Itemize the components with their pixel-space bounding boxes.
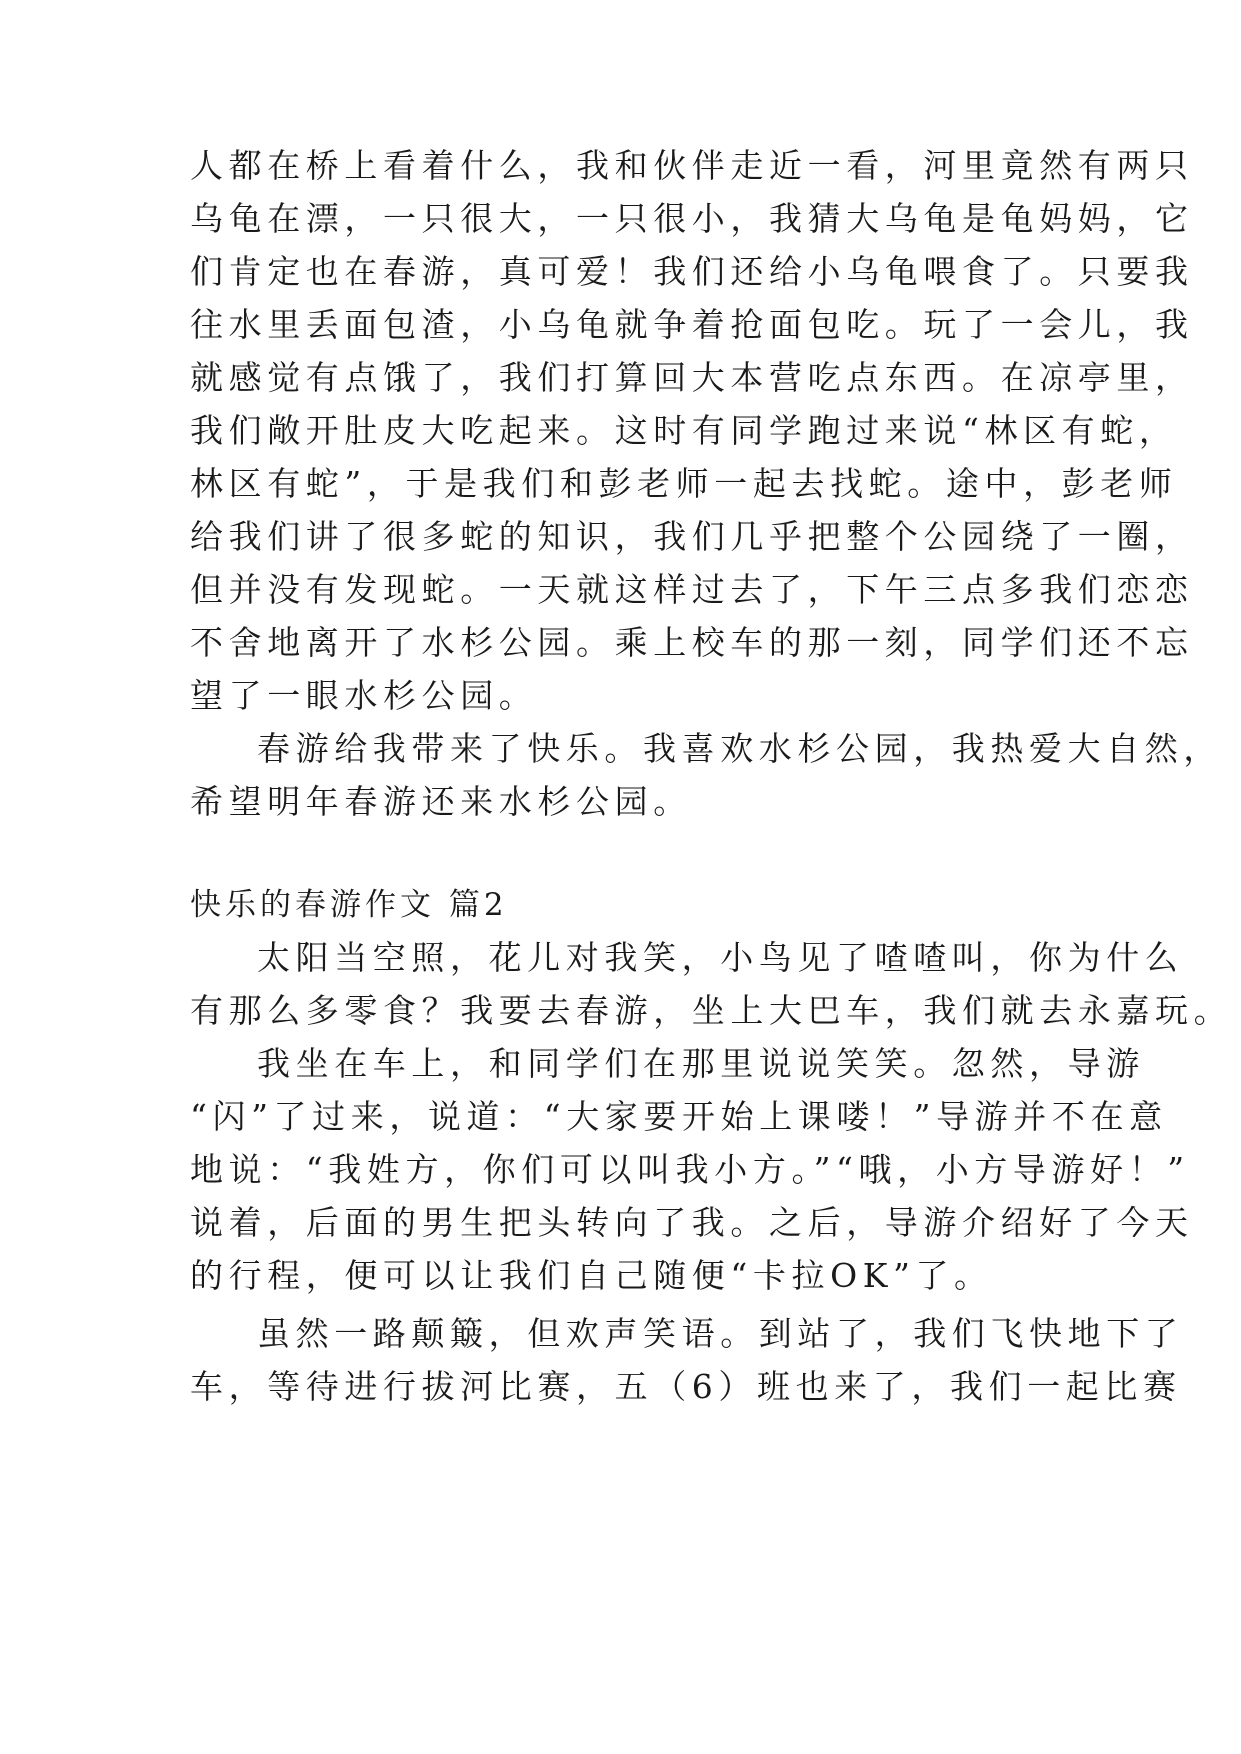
text-line: 春游给我带来了快乐。我喜欢水杉公园，我热爱大自然， xyxy=(257,729,1222,768)
text-line: 往水里丢面包渣，小乌龟就争着抢面包吃。玩了一会儿，我 xyxy=(190,305,1194,344)
text-line: 有那么多零食？我要去春游，坐上大巴车，我们就去永嘉玩。 xyxy=(190,991,1233,1030)
text-line: 但并没有发现蛇。一天就这样过去了，下午三点多我们恋恋 xyxy=(190,570,1194,609)
text-line: 我们敞开肚皮大吃起来。这时有同学跑过来说“林区有蛇， xyxy=(190,411,1178,450)
text-line: 们肯定也在春游，真可爱！我们还给小乌龟喂食了。只要我 xyxy=(190,252,1194,291)
text-line: 虽然一路颠簸，但欢声笑语。到站了，我们飞快地下了 xyxy=(257,1314,1184,1353)
text-line: 我坐在车上，和同学们在那里说说笑笑。忽然，导游 xyxy=(257,1044,1145,1083)
text-line: 的行程，便可以让我们自己随便“卡拉OK”了。 xyxy=(190,1256,993,1295)
text-line: 林区有蛇”，于是我们和彭老师一起去找蛇。途中，彭老师 xyxy=(190,464,1178,503)
text-line: 人都在桥上看着什么，我和伙伴走近一看，河里竟然有两只 xyxy=(190,146,1194,185)
text-line: 给我们讲了很多蛇的知识，我们几乎把整个公园绕了一圈， xyxy=(190,517,1194,556)
text-line: 希望明年春游还来水杉公园。 xyxy=(190,782,692,821)
text-line: 就感觉有点饿了，我们打算回大本营吃点东西。在凉亭里， xyxy=(190,358,1194,397)
text-line: 乌龟在漂，一只很大，一只很小，我猜大乌龟是龟妈妈，它 xyxy=(190,199,1194,238)
text-line: 说着，后面的男生把头转向了我。之后，导游介绍好了今天 xyxy=(190,1203,1194,1242)
section-heading: 快乐的春游作文 篇2 xyxy=(190,887,508,923)
text-line: “闪”了过来，说道：“大家要开始上课喽！”导游并不在意 xyxy=(190,1097,1168,1136)
text-line: 太阳当空照，花儿对我笑，小鸟见了喳喳叫，你为什么 xyxy=(257,938,1184,977)
text-line: 地说：“我姓方，你们可以叫我小方。”“哦，小方导游好！” xyxy=(190,1150,1190,1189)
text-line: 车，等待进行拔河比赛，五（6）班也来了，我们一起比赛 xyxy=(190,1367,1182,1406)
text-line: 不舍地离开了水杉公园。乘上校车的那一刻，同学们还不忘 xyxy=(190,623,1194,662)
text-line: 望了一眼水杉公园。 xyxy=(190,676,538,715)
